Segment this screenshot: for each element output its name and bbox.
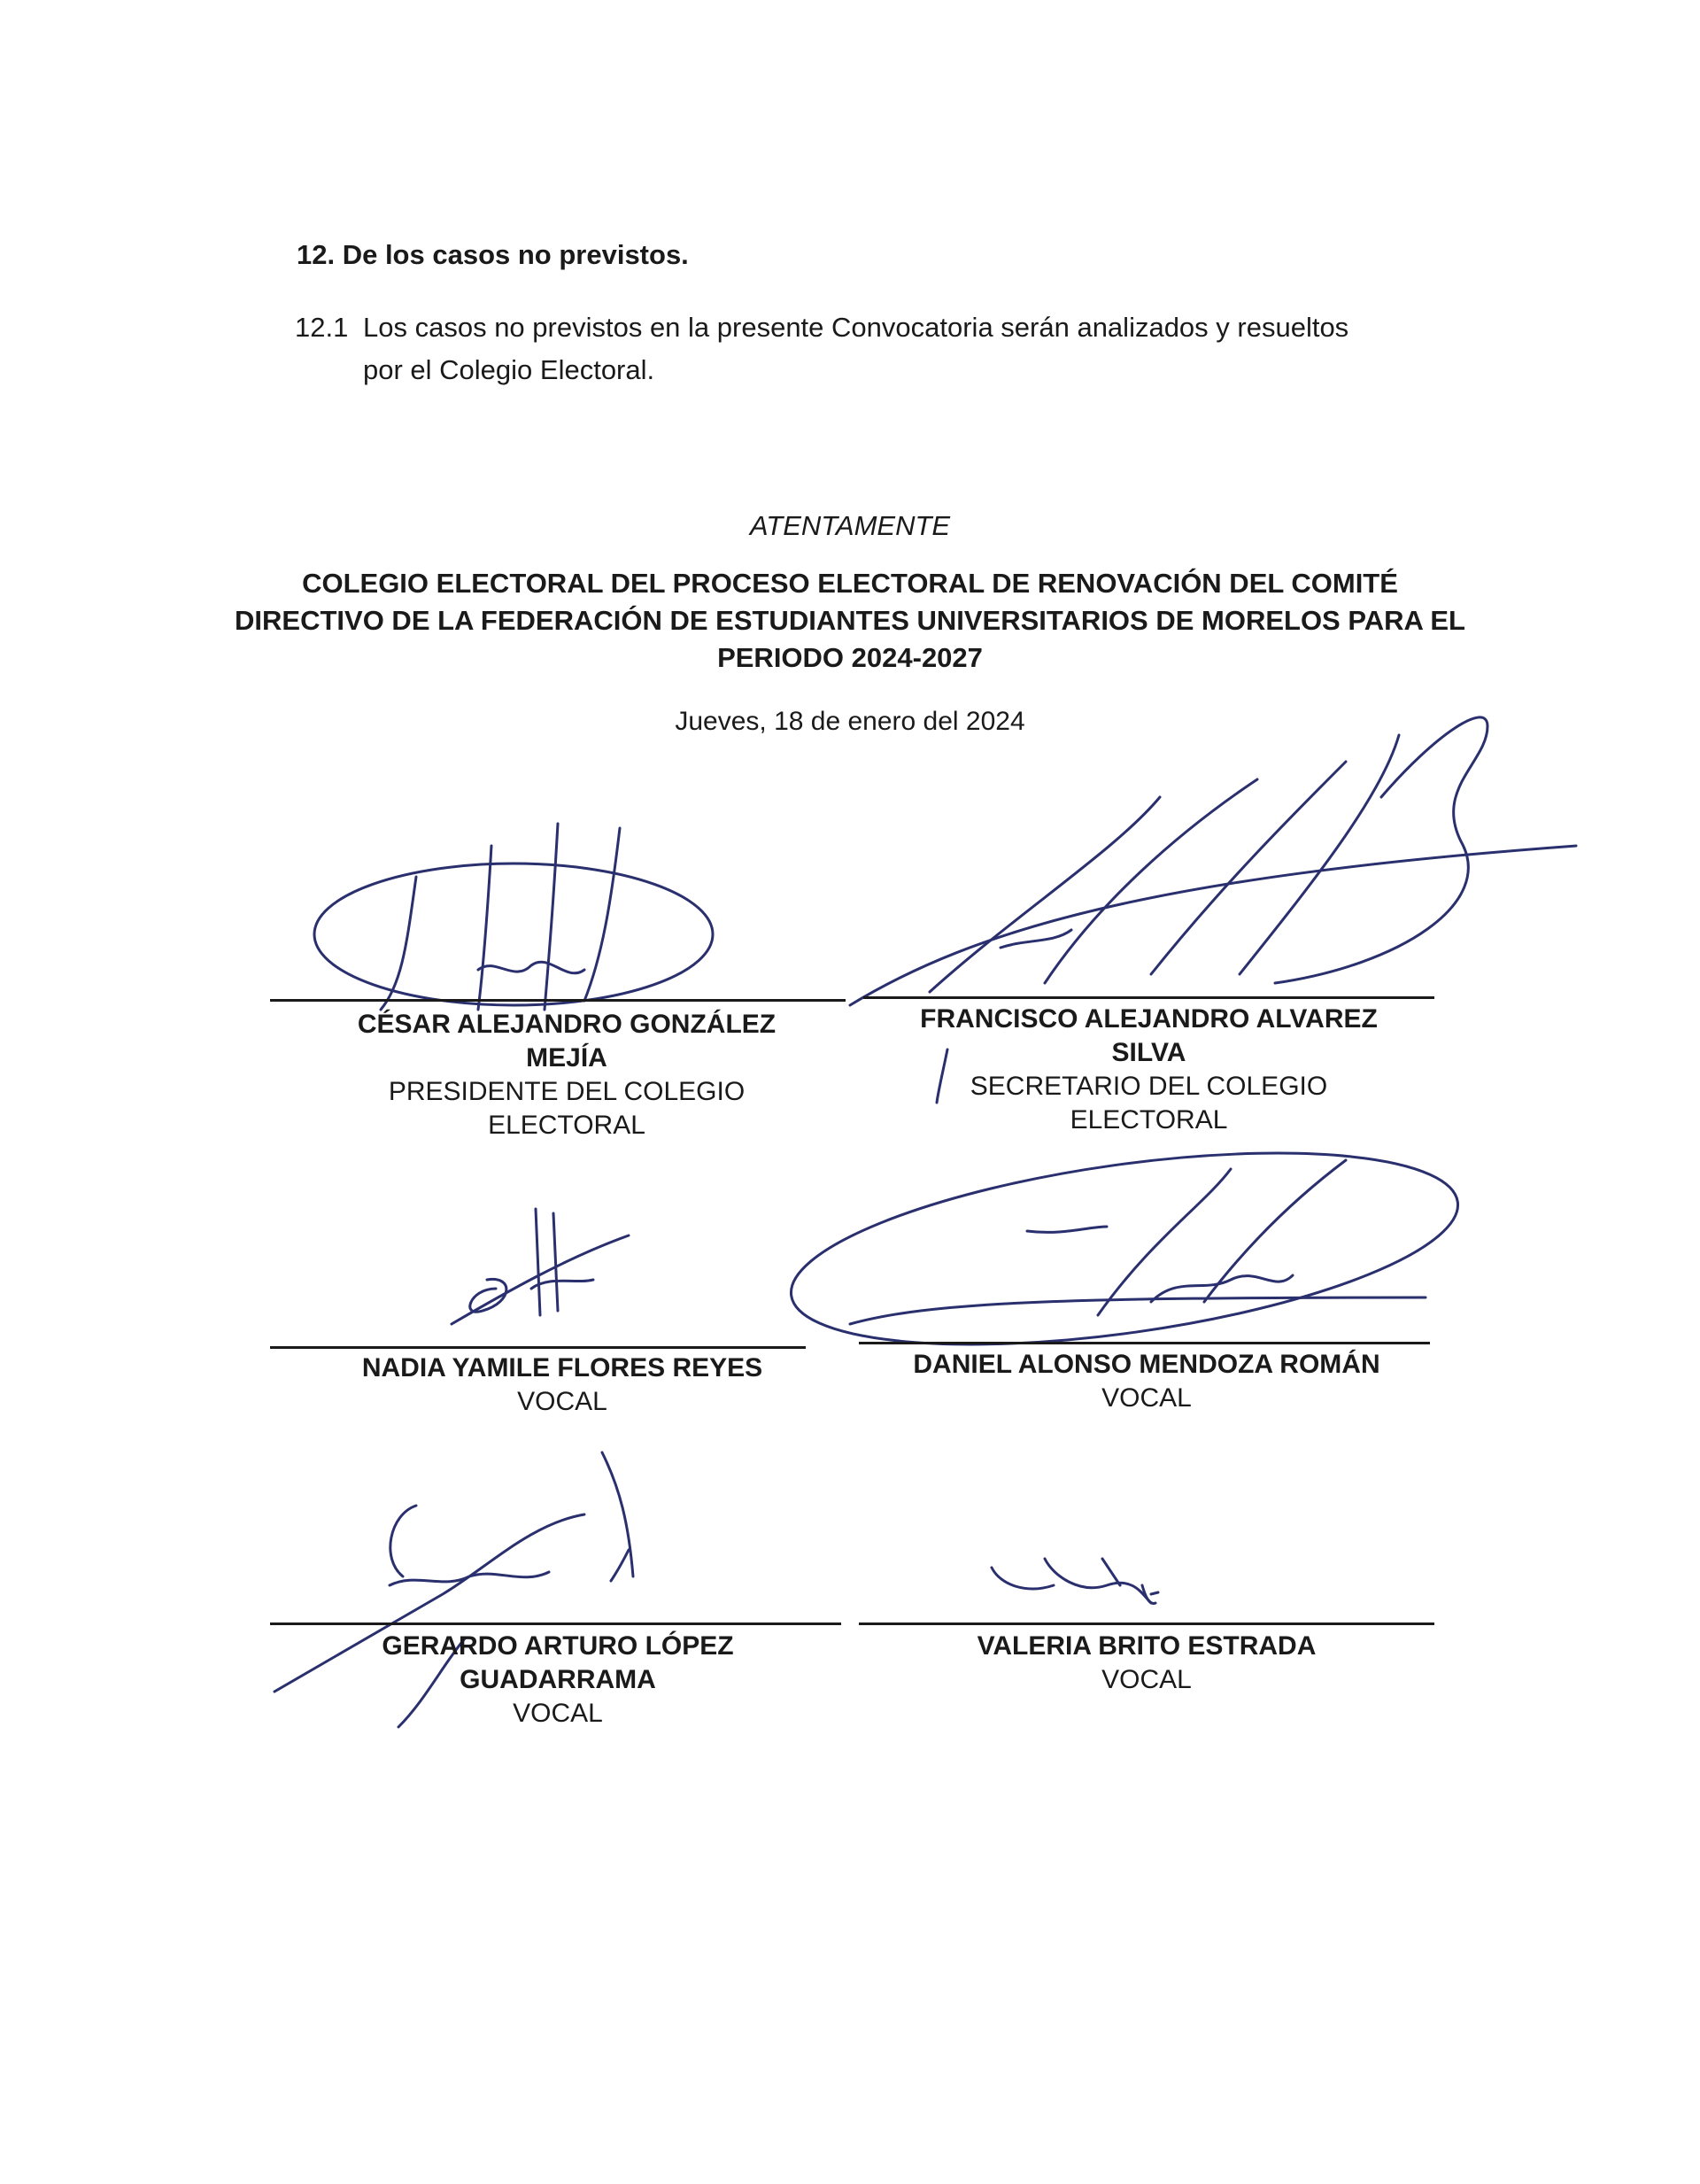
paragraph-text-line: Los casos no previstos en la presente Convocatoria serán analizados y resueltos — [363, 312, 1349, 343]
signature-line — [859, 1623, 1434, 1625]
signatory-role: ELECTORAL — [1070, 1105, 1228, 1135]
signatory-block — [859, 1630, 1434, 1697]
signature-line — [859, 1342, 1430, 1344]
signatory-role: VOCAL — [513, 1699, 603, 1728]
signatory-role: PRESIDENTE DEL COLEGIO — [388, 1077, 746, 1106]
signatory-role: SECRETARIO DEL COLEGIO — [970, 1072, 1328, 1101]
closing-salutation: ATENTAMENTE — [749, 510, 951, 541]
issuing-body-title: COLEGIO ELECTORAL DEL PROCESO ELECTORAL DE RENOVACIÓN DEL COMITÉ DIRECTIVO DE LA FEDERACIÓN DE ESTUDIANTES UNIVERSITARIOS DE MORELOS PARA EL PERIODO 2024-2027 — [235, 568, 1465, 673]
signatory-name: DANIEL ALONSO MENDOZA ROMÁN — [913, 1350, 1380, 1379]
signature-line — [270, 1346, 806, 1349]
signatory-name: NADIA YAMILE FLORES REYES — [361, 1353, 763, 1382]
signatory-role: VOCAL — [1101, 1383, 1192, 1413]
signatory-name: GUADARRAMA — [460, 1665, 656, 1694]
signatory-name: GERARDO ARTURO LÓPEZ — [382, 1631, 734, 1661]
paragraph-text-line: por el Colegio Electoral. — [363, 354, 655, 385]
signature-president — [314, 824, 713, 1010]
signatory-block — [854, 1348, 1439, 1415]
signatory-block — [863, 1003, 1434, 1137]
signature-vocal-2 — [779, 1119, 1469, 1379]
signature-line — [863, 996, 1434, 999]
signatory-name: MEJÍA — [526, 1043, 607, 1073]
signature-vocal-1 — [452, 1209, 629, 1324]
signature-vocal-4 — [992, 1559, 1158, 1603]
signatory-role: VOCAL — [1101, 1665, 1192, 1694]
signatory-name: VALERIA BRITO ESTRADA — [977, 1631, 1317, 1661]
section-heading: 12. De los casos no previstos. — [297, 239, 689, 270]
signature-line — [270, 1623, 841, 1625]
signature-line — [270, 999, 846, 1002]
signatory-role: VOCAL — [517, 1387, 607, 1416]
document-date: Jueves, 18 de enero del 2024 — [675, 707, 1025, 736]
signatory-name: CÉSAR ALEJANDRO GONZÁLEZ — [357, 1010, 777, 1039]
signatory-role: ELECTORAL — [488, 1111, 645, 1140]
signatory-block — [270, 1351, 854, 1419]
signatory-name: FRANCISCO ALEJANDRO ALVAREZ — [920, 1004, 1378, 1034]
signatory-block — [292, 1630, 823, 1731]
signatory-block — [292, 1008, 841, 1142]
signatory-name: SILVA — [1111, 1038, 1186, 1067]
paragraph-number: 12.1 — [295, 312, 349, 343]
